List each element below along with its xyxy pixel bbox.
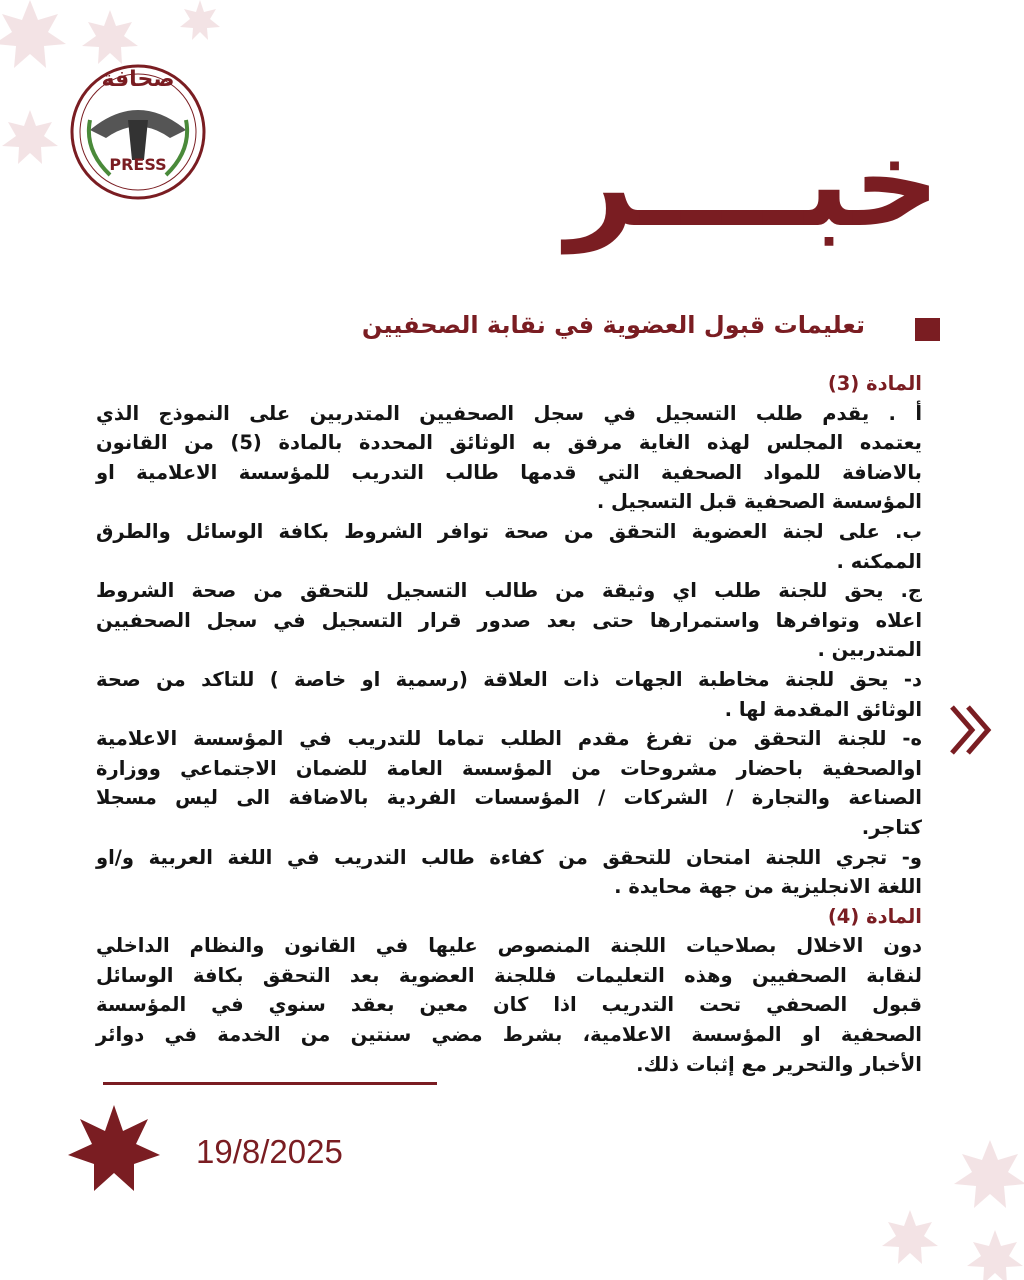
jordan-star-icon [66, 1103, 162, 1199]
text-line: ب. على لجنة العضوية التحقق من صحة توافر الشروط بكافة الوسائل والطرق [96, 519, 922, 543]
svg-text:PRESS: PRESS [109, 155, 167, 174]
double-chevron-right-icon [948, 703, 996, 757]
svg-text:صحافة: صحافة [101, 67, 175, 92]
text-line: و- تجري اللجنة امتحان للتحقق من كفاءة طالب التدريب في اللغة العربية و/او [96, 845, 922, 869]
text-line: اللغة الانجليزية من جهة محايدة . [614, 875, 922, 899]
article-4-heading: المادة (4) [827, 904, 922, 928]
text-line: ه- للجنة التحقق من تفرغ مقدم الطلب تماما للتدريب في المؤسسة الاعلامية [96, 727, 922, 751]
publish-date: 19/8/2025 [196, 1133, 343, 1170]
text-line: الصناعة والتجارة / الشركات / المؤسسات الفردية بالاضافة الى ليس مسجلا [96, 786, 922, 810]
divider-line [103, 1082, 437, 1085]
text-line: المؤسسة الصحفية قبل التسجيل . [596, 490, 922, 514]
text-line: د- يحق للجنة مخاطبة الجهات ذات العلاقة (رسمية او خاصة ) للتاكد من صحة [96, 667, 922, 691]
text-line: الممكنه . [836, 549, 922, 573]
news-title: خبــــر [565, 115, 940, 254]
text-line: الأخبار والتحرير مع إثبات ذلك. [636, 1052, 922, 1076]
star-pattern-bottom-right [820, 1080, 1024, 1280]
article-3-heading: المادة (3) [827, 372, 922, 395]
press-syndicate-logo [50, 60, 226, 200]
text-line: المتدربين . [817, 638, 922, 662]
title-bullet-square [915, 318, 940, 341]
text-line: لنقابة الصحفيين وهذه التعليمات فللجنة العضوية بعد التحقق بكافة الوسائل [96, 963, 922, 987]
page-subtitle: تعليمات قبول العضوية في نقابة الصحفيين [361, 311, 865, 339]
text-line: اوالصحفية باحضار مشروحات من المؤسسة العامة للضمان الاجتماعي ووزارة [96, 756, 922, 780]
text-line: الوثائق المقدمة لها . [724, 697, 922, 721]
article-body [96, 369, 922, 1079]
text-line: قبول الصحفي تحت التدريب اذا كان معين بعقد سنوي في المؤسسة [96, 993, 922, 1017]
text-line: أ . يقدم طلب التسجيل في سجل الصحفيين المتدربين على النموذج الذي [96, 401, 922, 425]
text-line: الصحفية او المؤسسة الاعلامية، بشرط مضي سنتين من الخدمة في دوائر [96, 1023, 922, 1047]
text-line: اعلاه وتوافرها واستمرارها حتى بعد صدور قرار التسجيل في سجل الصحفيين [96, 608, 922, 632]
text-line: دون الاخلال بصلاحيات اللجنة المنصوص عليها في القانون والنظام الداخلي [96, 934, 922, 958]
text-line: كتاجر. [861, 815, 922, 839]
text-line: ج. يحق للجنة طلب اي وثيقة من طالب التسجيل للتحقق من صحة الشروط [96, 579, 922, 603]
text-line: يعتمده المجلس لهذه الغاية مرفق به الوثائق المحددة بالمادة (5) من القانون [96, 431, 922, 455]
text-line: بالاضافة للمواد الصحفية التي قدمها طالب التدريب للمؤسسة الاعلامية او [96, 460, 922, 484]
